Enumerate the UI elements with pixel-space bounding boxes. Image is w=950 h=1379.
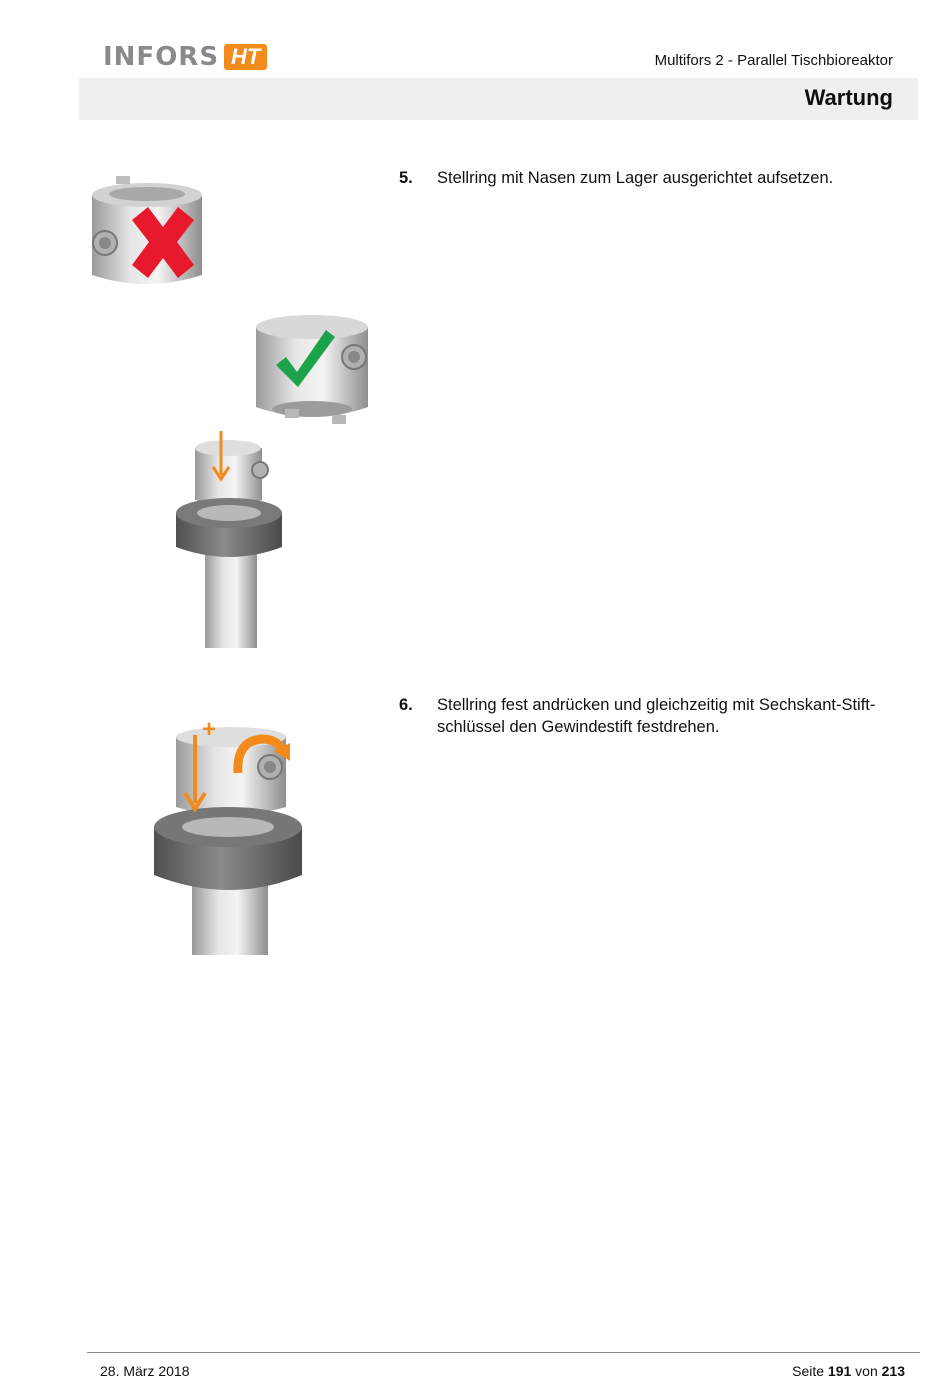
step6-illustration [140,715,320,960]
footer-divider [87,1352,920,1353]
shaft-with-bearing [154,727,302,955]
step5-illustration [80,165,380,655]
page-prefix: Seite [792,1363,825,1379]
page-separator: von [855,1363,878,1379]
section-title: Wartung [804,85,893,110]
page-total: 213 [881,1363,905,1379]
page-current: 191 [827,1363,852,1379]
footer-date: 28. März 2018 [100,1363,190,1379]
step-text: Stellring fest andrücken und gleichzeitig mit Sechskant-Stift-schlüssel den Gewindestift festdrehen. [437,696,876,736]
document-title: Multifors 2 - Parallel Tischbioreaktor [654,52,893,69]
correct-orientation-ring [256,315,368,424]
step-number: 5. [399,169,413,187]
section-header-bar [79,78,918,120]
infors-ht-logo [103,42,267,72]
step-number: 6. [399,696,413,714]
shaft-with-bearing [176,440,282,648]
plus-sign: + [202,716,217,743]
step-text: Stellring mit Nasen zum Lager ausgerichtet aufsetzen. [437,169,834,187]
logo-word: INFORS [103,42,220,72]
logo-mark: HT [224,44,267,70]
page-number [792,1363,905,1379]
